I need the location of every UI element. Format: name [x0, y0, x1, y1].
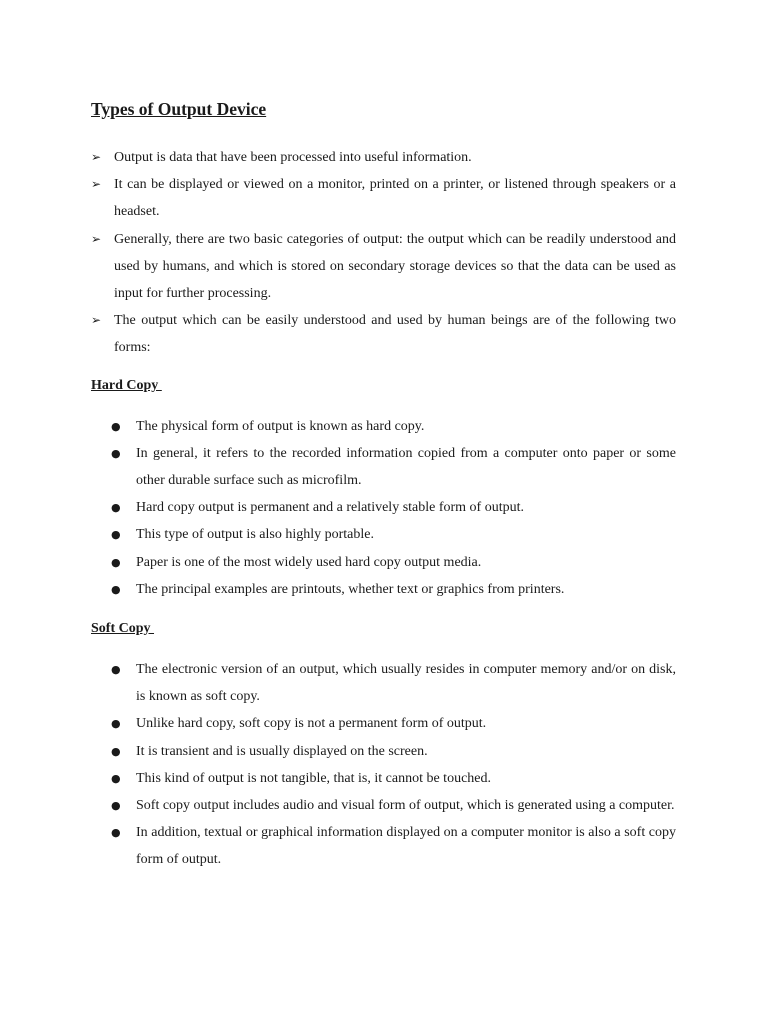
list-item-text: Generally, there are two basic categories of output: the output which can be readily understood and used by humans, and which is stored on secondary storage devices so that the data can be used as input for further processing. — [114, 231, 676, 302]
intro-list — [91, 144, 676, 362]
round-bullet-icon: ● — [111, 799, 121, 813]
list-item-text: The principal examples are printouts, whether text or graphics from printers. — [136, 581, 565, 597]
document-page — [91, 96, 676, 874]
list-item-text: It can be displayed or viewed on a monitor, printed on a printer, or listened through speakers or a headset. — [114, 177, 676, 220]
list-item — [91, 144, 676, 171]
list-item-text: Soft copy output includes audio and visual form of output, which is generated using a computer. — [136, 798, 675, 814]
list-item — [91, 710, 676, 737]
list-item-text: It is transient and is usually displayed on the screen. — [136, 743, 428, 759]
list-item — [91, 765, 676, 792]
round-bullet-icon: ● — [111, 771, 121, 785]
arrow-bullet-icon: ➢ — [91, 177, 102, 192]
list-item — [91, 440, 676, 494]
list-item — [91, 549, 676, 576]
round-bullet-icon: ● — [111, 555, 121, 569]
hard-copy-list — [91, 413, 676, 603]
round-bullet-icon: ● — [111, 717, 121, 731]
round-bullet-icon: ● — [111, 501, 121, 515]
list-item — [91, 307, 676, 361]
list-item — [91, 576, 676, 603]
list-item-text: Output is data that have been processed into useful information. — [114, 150, 472, 165]
soft-copy-heading: Soft Copy — [91, 621, 155, 637]
document-title: Types of Output Device — [91, 99, 267, 119]
round-bullet-icon: ● — [111, 663, 121, 677]
list-item — [91, 656, 676, 710]
list-item — [91, 738, 676, 765]
list-item-text: In general, it refers to the recorded information copied from a computer onto paper or some other durable surface such as microfilm. — [136, 445, 676, 489]
list-item-text: The electronic version of an output, which usually resides in computer memory and/or on disk, is known as soft copy. — [136, 662, 676, 705]
round-bullet-icon: ● — [111, 446, 121, 460]
list-item-text: Paper is one of the most widely used hard copy output media. — [136, 554, 482, 570]
arrow-bullet-icon: ➢ — [91, 231, 102, 246]
hard-copy-heading: Hard Copy — [91, 377, 162, 393]
list-item-text: This type of output is also highly portable. — [136, 527, 374, 543]
arrow-bullet-icon: ➢ — [91, 150, 102, 164]
round-bullet-icon: ● — [111, 528, 121, 542]
round-bullet-icon: ● — [111, 744, 121, 758]
list-item — [91, 521, 676, 548]
list-item — [91, 226, 676, 308]
list-item — [91, 494, 676, 521]
list-item-text: In addition, textual or graphical information displayed on a computer monitor is also a soft copy form of output. — [136, 825, 676, 868]
list-item-text: Unlike hard copy, soft copy is not a permanent form of output. — [136, 716, 487, 732]
arrow-bullet-icon: ➢ — [91, 313, 102, 328]
soft-copy-list — [91, 656, 676, 874]
round-bullet-icon: ● — [111, 582, 121, 596]
list-item — [91, 819, 676, 873]
list-item-text: The physical form of output is known as hard copy. — [136, 418, 425, 434]
list-item — [91, 413, 676, 440]
list-item-text: The output which can be easily understood and used by human beings are of the following two forms: — [114, 313, 676, 356]
round-bullet-icon: ● — [111, 419, 121, 433]
round-bullet-icon: ● — [111, 826, 121, 840]
list-item — [91, 171, 676, 225]
list-item-text: Hard copy output is permanent and a relatively stable form of output. — [136, 500, 525, 516]
list-item-text: This kind of output is not tangible, that is, it cannot be touched. — [136, 770, 492, 786]
list-item — [91, 792, 676, 819]
